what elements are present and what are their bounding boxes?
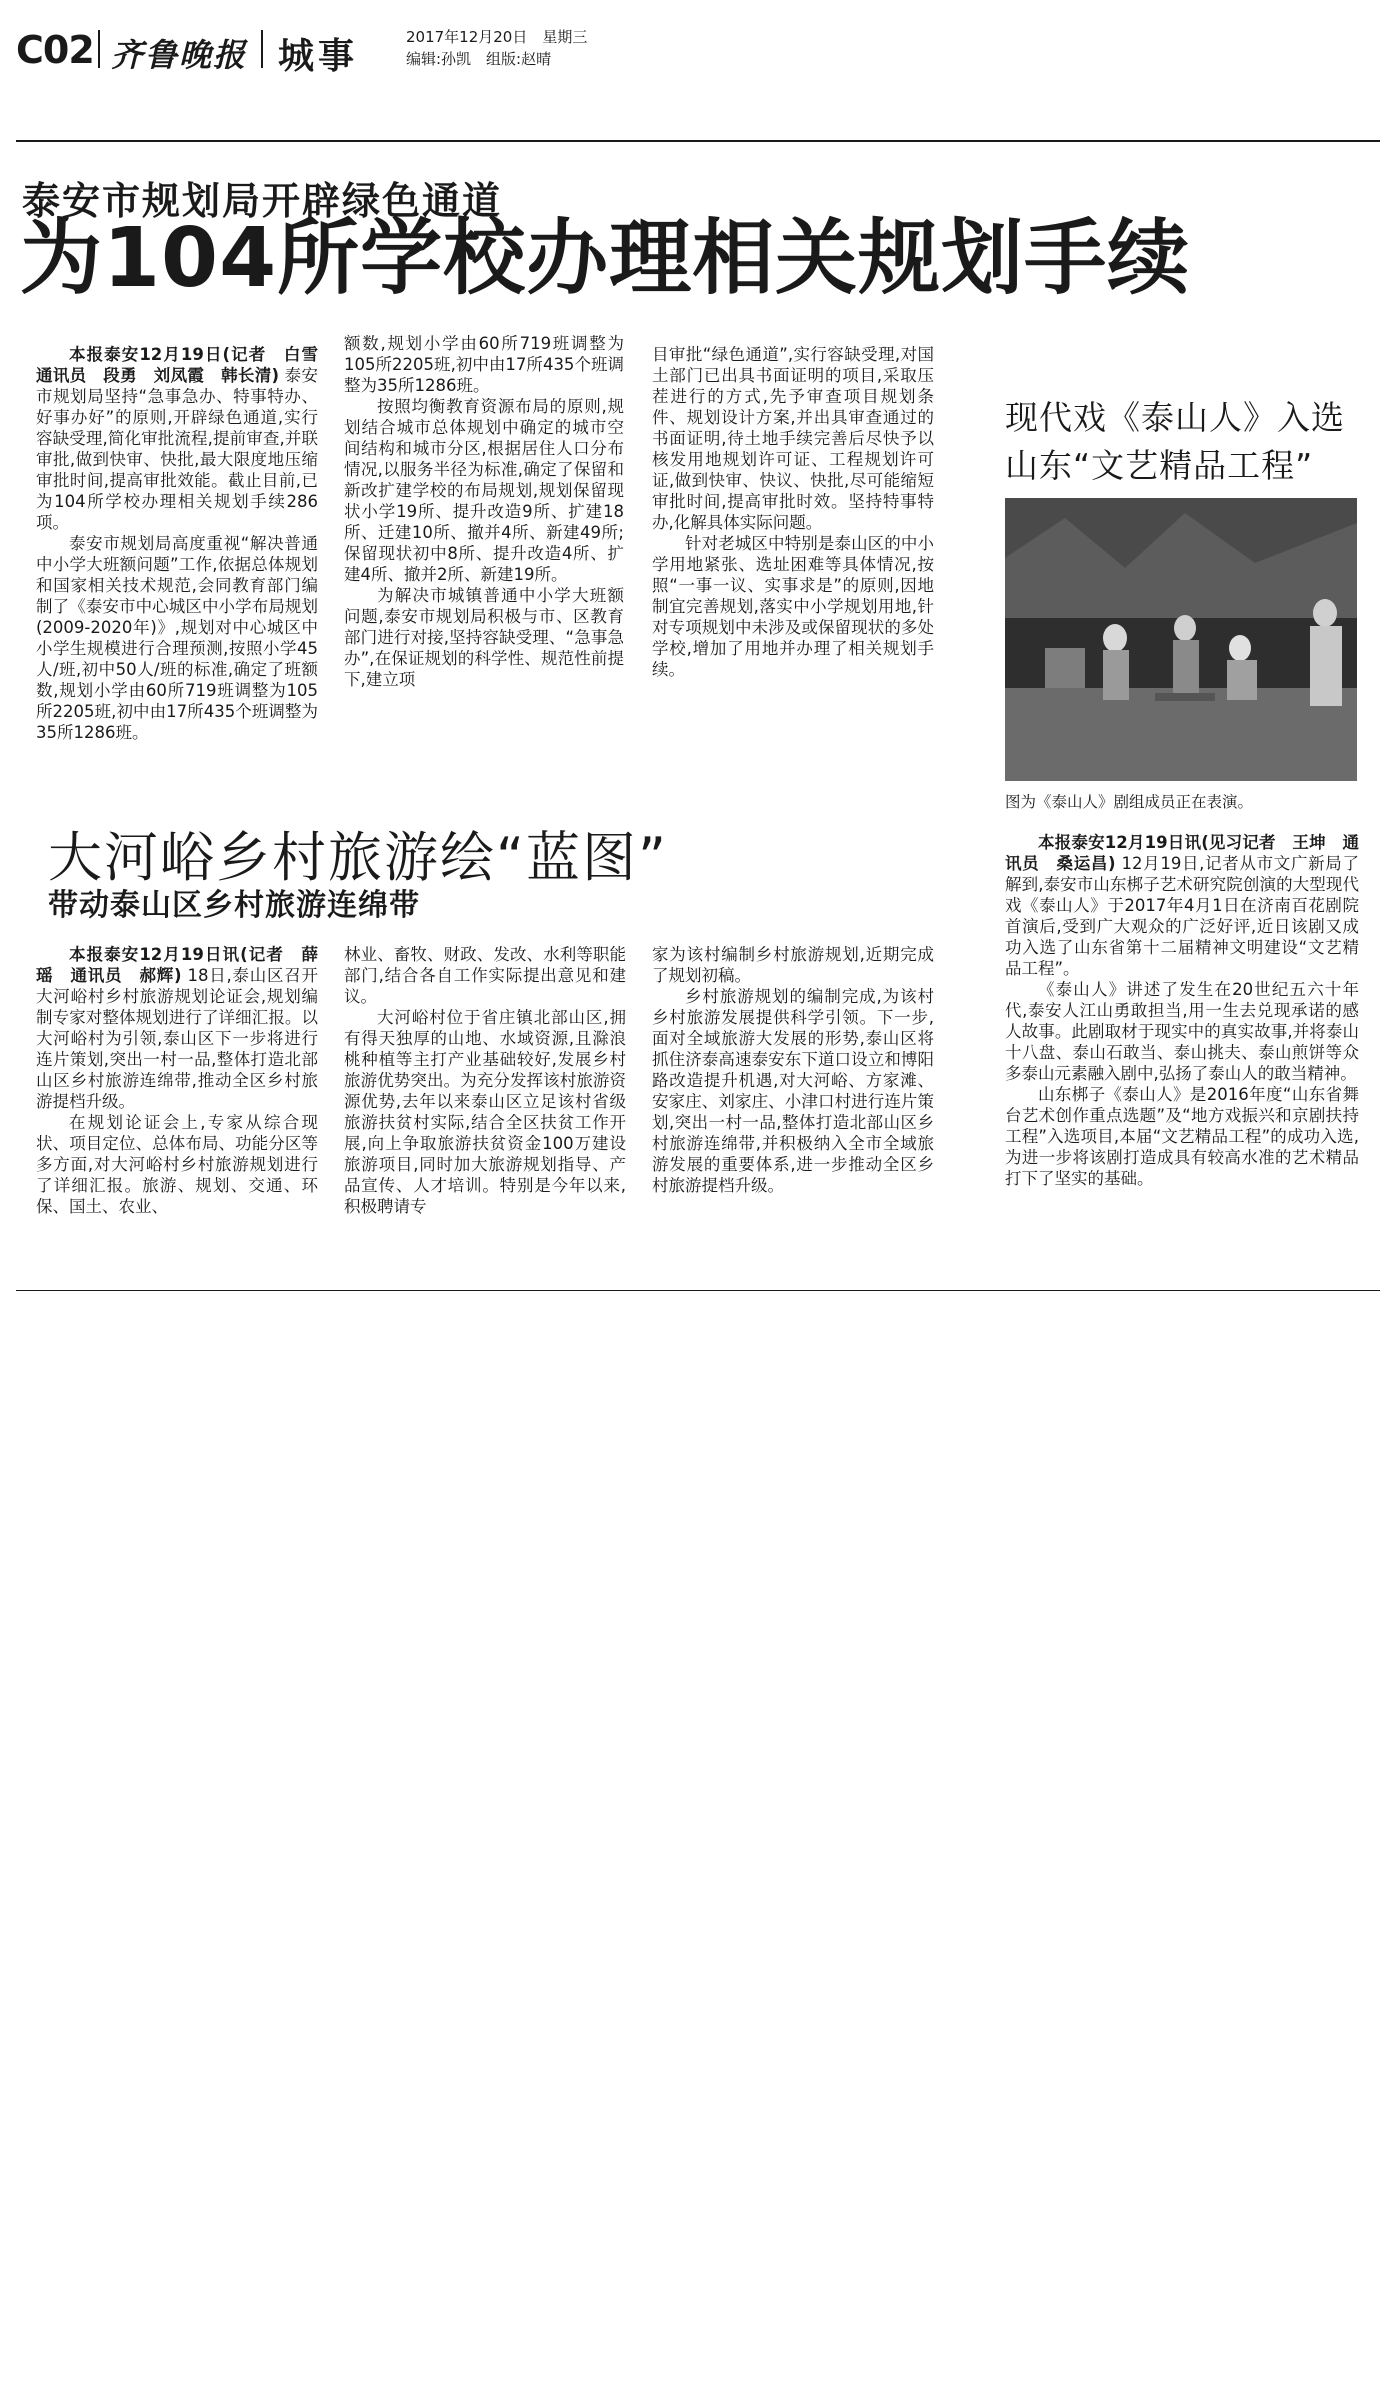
- page-number: C02: [16, 28, 94, 72]
- article1-column-3: 目审批“绿色通道”,实行容缺受理,对国土部门已出具书面证明的项目,采取压茬进行的方式,先予审查项目规划条件、规划设计方案,并出具审查通过的书面证明,待土地手续完善后尽快予以核发用地规划许可证、工程规划许可证,做到快审、快议、快批,尽可能缩短审批时间,提高审批时效。坚持特事特办,化解具体实际问题。 针对老城区中特别是泰山区的中小学用地紧张、选址困难等具体情况,按照“一事一议、实事求是”的原则,因地制宜完善规划,落实中小学规划用地,针对专项规划中未涉及或保留现状的多处学校,增加了用地并办理了相关规划手续。: [652, 345, 934, 679]
- article2-column-2: 林业、畜牧、财政、发改、水利等职能部门,结合各自工作实际提出意见和建议。 大河峪村位于省庄镇北部山区,拥有得天独厚的山地、水域资源,且滁浪桃种植等主打产业基础较好,发展乡村旅游优势突出。为充分发挥该村旅游资源优势,去年以来泰山区立足该村省级旅游扶贫村实际,结合全区扶贫工作开展,向上争取旅游扶贫资金100万建设旅游项目,同时加大旅游规划指导、产品宣传、人才培训。特别是今年以来,积极聘请专: [344, 945, 626, 1216]
- sidebar-paragraph: 12月19日,记者从市文广新局了解到,泰安市山东梆子艺术研究院创演的大型现代戏《泰山人》于2017年4月1日在济南百花剧院首演后,受到广大观众的广泛好评,近日该剧又成功入选了山东省第十二届精神文明建设“文艺精品工程”。: [1005, 854, 1359, 978]
- article1-kicker: 泰安市规划局开辟绿色通道: [22, 179, 503, 223]
- news-photo: [1005, 498, 1357, 781]
- masthead-rule: [16, 140, 1380, 142]
- sidebar-byline: 本报泰安12月19日讯(见习记者 王坤 通讯员 桑运昌): [1005, 833, 1359, 873]
- masthead-divider: [98, 30, 100, 68]
- photo-caption: 图为《泰山人》剧组成员正在表演。: [1005, 793, 1254, 811]
- article2-paragraph: 18日,泰山区召开大河峪村乡村旅游规划论证会,规划编制专家对整体规划进行了详细汇报。以大河峪村为引领,泰山区下一步将进行连片策划,突出一村一品,整体打造北部山区乡村旅游连绵带,推动全区乡村旅游提档升级。: [36, 966, 319, 1111]
- masthead-divider: [261, 30, 263, 68]
- article1-headline: 为104所学校办理相关规划手续: [20, 211, 1191, 306]
- editor-line: 编辑:孙凯 组版:赵晴: [406, 50, 552, 68]
- sidebar-paragraph: 山东梆子《泰山人》是2016年度“山东省舞台艺术创作重点选题”及“地方戏振兴和京剧扶持工程”入选项目,本届“文艺精品工程”的成功入选,为进一步将该剧打造成具有较高水准的艺术精品打下了坚实的基础。: [1005, 1085, 1359, 1188]
- article2-subhead: 带动泰山区乡村旅游连绵带: [48, 888, 420, 923]
- date-line: 2017年12月20日 星期三: [406, 28, 588, 46]
- sidebar-title-line-2: 山东“文艺精品工程”: [1005, 446, 1314, 485]
- article2-column-1: 本报泰安12月19日讯(记者 薛瑶 通讯员 郝辉) 18日,泰山区召开大河峪村乡村旅游规划论证会,规划编制专家对整体规划进行了详细汇报。以大河峪村为引领,泰山区下一步将进行连片策划,突出一村一品,整体打造北部山区乡村旅游连绵带,推动全区乡村旅游提档升级。 在规划论证会上,专家从综合现状、项目定位、总体布局、功能分区等多方面,对大河峪村乡村旅游规划进行了详细汇报。旅游、规划、交通、环保、国土、农业、: [36, 945, 319, 1216]
- bottom-rule: [16, 1290, 1380, 1291]
- sidebar-body: [1005, 832, 1359, 1262]
- section-name: 城事: [278, 36, 359, 77]
- stage-photo-image: [1005, 498, 1357, 781]
- sidebar-paragraph: 《泰山人》讲述了发生在20世纪五六十年代,泰安人江山勇敢担当,用一生去兑现承诺的感人故事。此剧取材于现实中的真实故事,并将泰山十八盘、泰山石敢当、泰山挑夫、泰山煎饼等众多泰山元素融入剧中,弘扬了泰山人的敢当精神。: [1005, 980, 1359, 1083]
- article1-column-1: [36, 344, 335, 764]
- sidebar-title-line-1: 现代戏《泰山人》入选: [1005, 398, 1345, 437]
- article2-headline: 大河峪乡村旅游绘“蓝图”: [48, 826, 668, 889]
- article1-byline: 本报泰安12月19日(记者 白雪 通讯员 段勇 刘凤霞 韩长清): [36, 345, 335, 385]
- masthead: [16, 24, 1380, 77]
- article2-byline: 本报泰安12月19日讯(记者 薛瑶 通讯员 郝辉): [36, 945, 318, 985]
- article1-paragraph: 泰安市规划局高度重视“解决普通中小学大班额问题”工作,依据总体规划和国家相关技术规范,会同教育部门编制了《泰安市中心城区中小学布局规划(2009-2020年)》,规划对中心城区中小学生规模进行合理预测,按照小学45人/班,初中50人/班的标准,确定了班额数,规划小学由60所719班调整为105所2205班,初中由17所435个班调整为35所1286班。: [36, 534, 318, 742]
- article2-paragraph: 乡村旅游规划的编制完成,为该村乡村旅游发展提供科学引领。下一步,面对全域旅游大发展的形势,泰山区将抓住济泰高速泰安东下道口设立和博阳路改造提升机遇,对大河峪、方家滩、安家庄、刘家庄、小津口村进行连片策划,突出一村一品,整体打造北部山区乡村旅游连绵带,并积极纳入全市全域旅游发展的重要体系,进一步推动全区乡村旅游提档升级。: [652, 987, 934, 1195]
- article1-paragraph: 按照均衡教育资源布局的原则,规划结合城市总体规划中确定的城市空间结构和城市分区,根据居住人口分布情况,以服务半径为标准,确定了保留和新改扩建学校的布局规划,规划保留现状小学19所、提升改造9所、扩建18所、迁建10所、撤并4所、新建49所;保留现状初中8所、提升改造4所、扩建4所、撤并2所、新建19所。: [344, 397, 624, 584]
- article1-paragraph: 泰安市规划局坚持“急事急办、特事特办、好事办好”的原则,开辟绿色通道,实行容缺受理,简化审批流程,提前审查,并联审批,做到快审、快批,最大限度地压缩审批时间,提高审批效能。截止目前,已为104所学校办理相关规划手续286项。: [36, 366, 318, 532]
- article1-column-2: 额数,规划小学由60所719班调整为105所2205班,初中由17所435个班调整为35所1286班。 按照均衡教育资源布局的原则,规划结合城市总体规划中确定的城市空间结构和城市分区,根据居住人口分布情况,以服务半径为标准,确定了保留和新改扩建学校的布局规划,规划保留现状小学19所、提升改造9所、扩建18所、迁建10所、撤并4所、新建49所;保留现状初中8所、提升改造4所、扩建4所、撤并2所、新建19所。 为解决市城镇普通中小学大班额问题,泰安市规划局积极与市、区教育部门进行对接,坚持容缺受理、“急事急办”,在保证规划的科学性、规范性前提下,建立项: [344, 334, 624, 689]
- article2-column-3: 家为该村编制乡村旅游规划,近期完成了规划初稿。 乡村旅游规划的编制完成,为该村乡村旅游发展提供科学引领。下一步,面对全域旅游大发展的形势,泰山区将抓住济泰高速泰安东下道口设立和博阳路改造提升机遇,对大河峪、方家滩、安家庄、刘家庄、小津口村进行连片策划,突出一村一品,整体打造北部山区乡村旅游连绵带,并积极纳入全市全域旅游发展的重要体系,进一步推动全区乡村旅游提档升级。: [652, 945, 934, 1195]
- paper-logo: 齐鲁晚报: [111, 36, 248, 74]
- article1-paragraph: 针对老城区中特别是泰山区的中小学用地紧张、选址困难等具体情况,按照“一事一议、实事求是”的原则,因地制宜完善规划,落实中小学规划用地,针对专项规划中未涉及或保留现状的多处学校,增加了用地并办理了相关规划手续。: [652, 534, 934, 679]
